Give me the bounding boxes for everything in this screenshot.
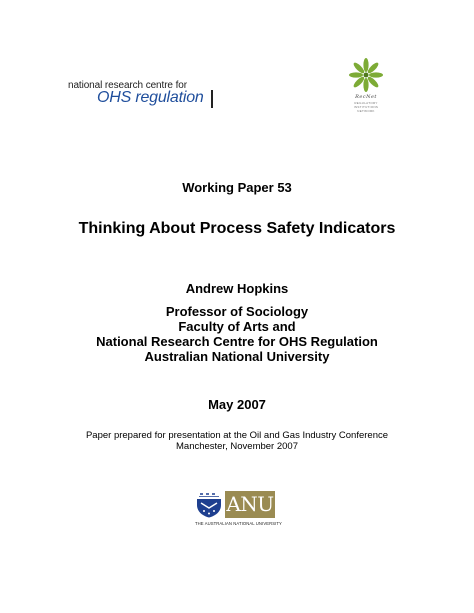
prepared-note-line: Paper prepared for presentation at the Oil and Gas Industry Conference (85, 430, 389, 441)
affiliation-line: National Research Centre for OHS Regulation (96, 334, 378, 349)
ohs-logo-line2: OHS regulation (97, 89, 204, 106)
recnet-name: RecNet (355, 94, 377, 100)
prepared-note-line: Manchester, November 2007 (176, 441, 298, 452)
prepared-note (0, 430, 474, 452)
ohs-logo-bar (211, 90, 213, 108)
recnet-tagline-2: INSTITUTIONS (353, 105, 379, 109)
anu-crest-icon (195, 491, 223, 518)
anu-caption: THE AUSTRALIAN NATIONAL UNIVERSITY (195, 521, 282, 526)
working-paper-number: Working Paper 53 (182, 180, 292, 195)
affiliation-line: Faculty of Arts and (178, 319, 296, 334)
author-name: Andrew Hopkins (185, 281, 289, 296)
anu-wordmark: ANU (226, 492, 274, 516)
recnet-leaf-icon (343, 58, 389, 94)
ohs-regulation-logo (68, 80, 218, 110)
anu-logo (195, 491, 285, 529)
recnet-tagline-3: NETWORK (357, 109, 375, 113)
affiliation-line: Australian National University (144, 349, 330, 364)
ohs-logo-line1: national research centre for (68, 80, 187, 91)
author-block (0, 281, 474, 364)
recnet-logo (343, 58, 389, 114)
affiliation-line: Professor of Sociology (165, 304, 309, 319)
paper-title: Thinking About Process Safety Indicators (78, 220, 396, 237)
paper-date: May 2007 (208, 397, 266, 412)
recnet-tagline-1: REGULATORY (354, 101, 378, 105)
